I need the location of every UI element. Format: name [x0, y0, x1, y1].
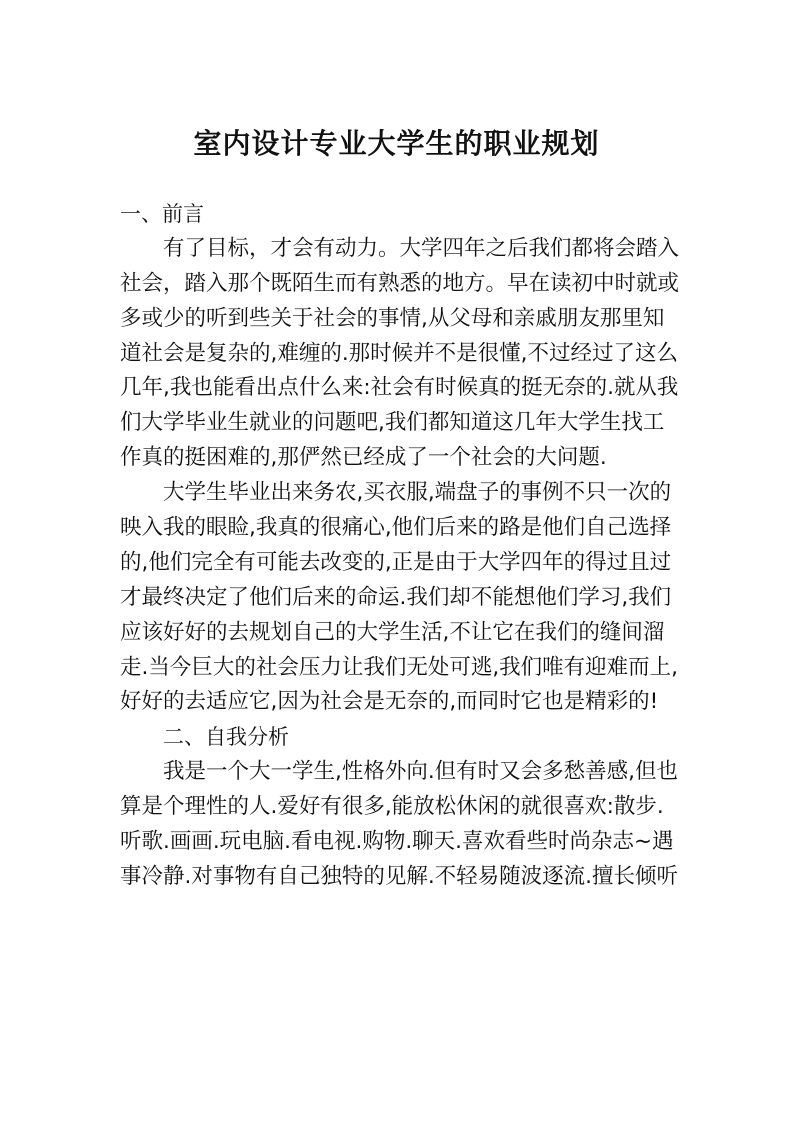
section-heading: 一、前言 — [120, 202, 204, 226]
text-line: 才最终决定了他们后来的命运.我们却不能想他们学习,我们 — [120, 584, 672, 610]
text-line: 大学生毕业出来务农,买衣服,端盘子的事例不只一次的 — [163, 480, 672, 506]
text-line: 应该好好的去规划自己的大学生活,不让它在我们的缝间溜 — [120, 619, 665, 645]
text-line: 算是个理性的人.爱好有很多,能放松休闲的就很喜欢:散步. — [120, 794, 664, 820]
text-line: 的,他们完全有可能去改变的,正是由于大学四年的得过且过 — [120, 549, 672, 575]
document-title: 室内设计专业大学生的职业规划 — [193, 127, 600, 160]
text-line: 有了目标，才会有动力。大学四年之后我们都将会踏入 — [163, 235, 680, 261]
text-line: 几年,我也能看出点什么来:社会有时候真的挺无奈的.就从我 — [120, 375, 679, 401]
text-line: 听歌.画画.玩电脑.看电视.购物.聊天.喜欢看些时尚杂志~遇 — [120, 829, 674, 855]
text-line: 映入我的眼睑,我真的很痛心,他们后来的路是他们自己选择 — [120, 515, 672, 541]
text-line: 我是一个大一学生,性格外向.但有时又会多愁善感,但也 — [163, 759, 679, 785]
text-line: 走.当今巨大的社会压力让我们无处可逃,我们唯有迎难而上, — [120, 654, 679, 680]
document-body — [120, 197, 680, 895]
text-line: 作真的挺困难的,那俨然已经成了一个社会的大问题. — [120, 445, 607, 471]
text-line: 社会，踏入那个既陌生而有熟悉的地方。早在读初中时就或 — [120, 270, 680, 296]
text-line: 好好的去适应它,因为社会是无奈的,而同时它也是精彩的! — [120, 689, 659, 715]
text-line: 道社会是复杂的,难缠的.那时候并不是很懂,不过经过了这么 — [120, 340, 679, 366]
text-line: 们大学毕业生就业的问题吧,我们都知道这几年大学生找工 — [120, 410, 665, 436]
text-line: 事冷静.对事物有自己独特的见解.不轻易随波逐流.擅长倾听 — [120, 863, 679, 889]
text-line: 多或少的听到些关于社会的事情,从父母和亲戚朋友那里知 — [120, 305, 665, 331]
section-heading: 二、自我分析 — [163, 725, 289, 750]
